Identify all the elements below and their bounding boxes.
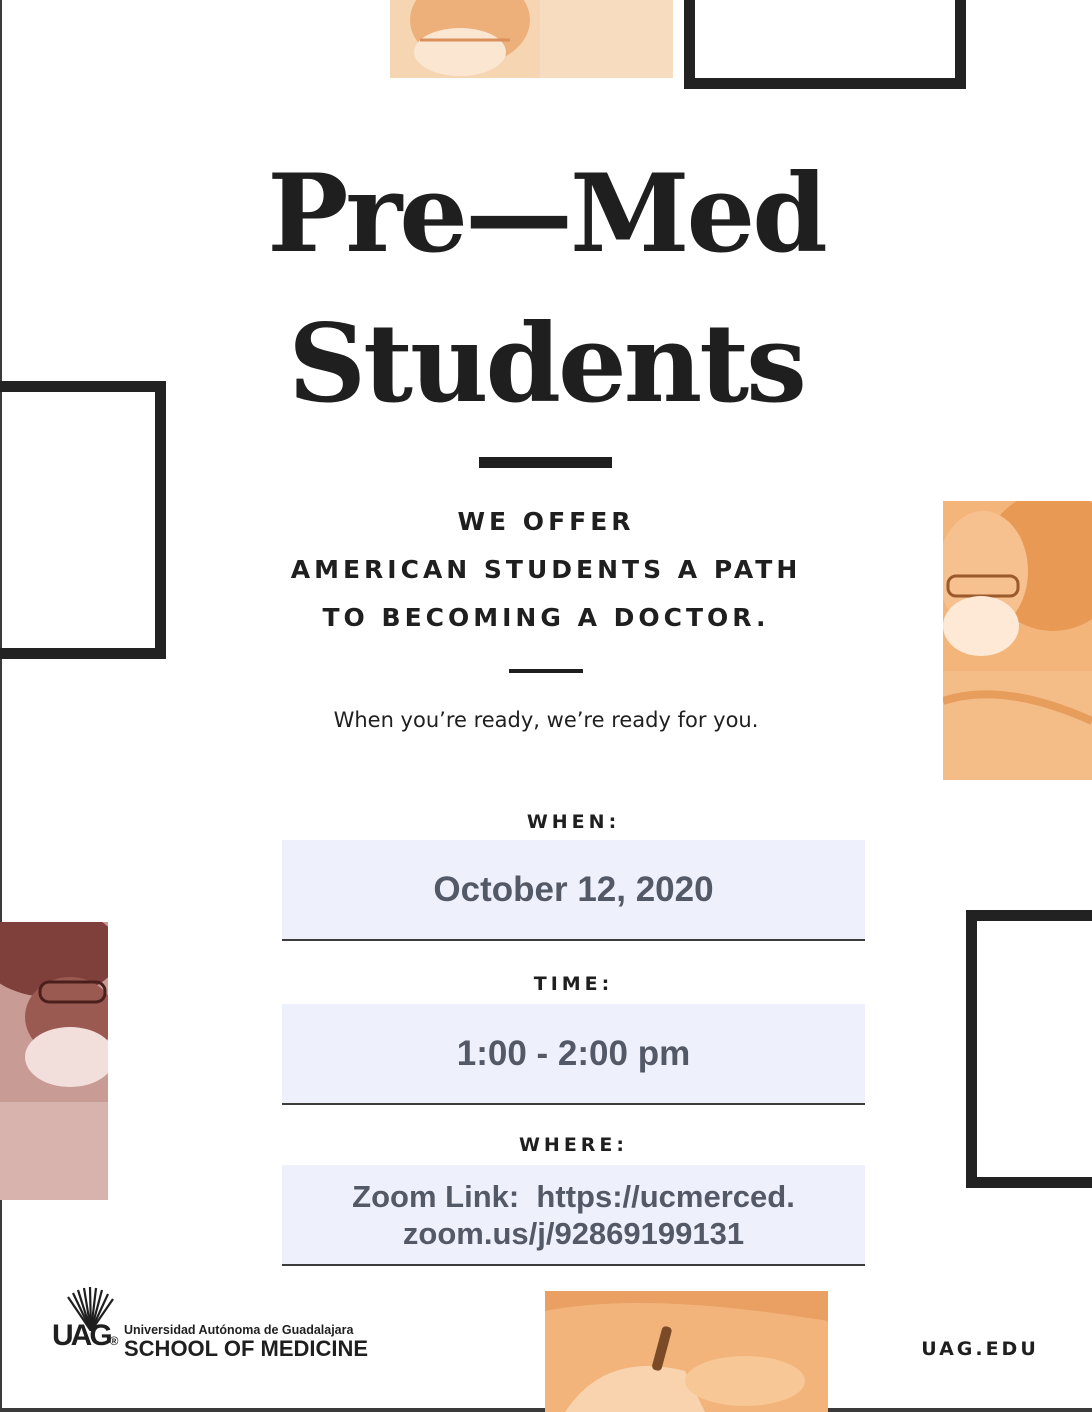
where-label: WHERE: <box>518 1134 629 1156</box>
divider-thin <box>509 669 583 673</box>
when-value-box <box>282 840 865 941</box>
zoom-link-line-2[interactable]: zoom.us/j/92869199131 <box>402 1215 745 1251</box>
school-name: SCHOOL OF MEDICINE <box>124 1336 369 1361</box>
when-label: WHEN: <box>526 811 621 833</box>
uag-logo <box>52 1285 392 1365</box>
time-value: 1:00 - 2:00 pm <box>456 1033 691 1073</box>
photo-masked-doctor-right <box>943 501 1092 780</box>
decorative-frame-right <box>966 910 1092 1188</box>
photo-masked-surgeon-top <box>390 0 673 78</box>
website-link[interactable]: UAG.EDU <box>921 1338 1039 1360</box>
when-value: October 12, 2020 <box>433 869 714 909</box>
decorative-frame-left <box>0 381 166 659</box>
uag-abbreviation: UAG® <box>52 1319 119 1352</box>
where-value-box[interactable] <box>282 1165 865 1266</box>
photo-surgery-hands-bottom <box>545 1291 828 1412</box>
photo-masked-surgeon-left <box>0 922 108 1200</box>
zoom-link-line-1[interactable]: Zoom Link: https://ucmerced. <box>352 1178 795 1214</box>
time-label: TIME: <box>533 973 614 995</box>
tagline: When you’re ready, we’re ready for you. <box>333 708 759 732</box>
page-title-line-1: Pre—Med <box>267 151 825 277</box>
decorative-frame-top <box>684 0 966 89</box>
page-border-left <box>0 0 2 1412</box>
page-title-line-2: Students <box>288 301 804 427</box>
divider-thick <box>479 457 612 468</box>
offer-line-3: TO BECOMING A DOCTOR. <box>322 603 770 632</box>
university-name: Universidad Autónoma de Guadalajara <box>124 1323 354 1337</box>
offer-line-1: WE OFFER <box>457 507 635 536</box>
offer-line-2: AMERICAN STUDENTS A PATH <box>290 555 802 584</box>
time-value-box <box>282 1004 865 1105</box>
